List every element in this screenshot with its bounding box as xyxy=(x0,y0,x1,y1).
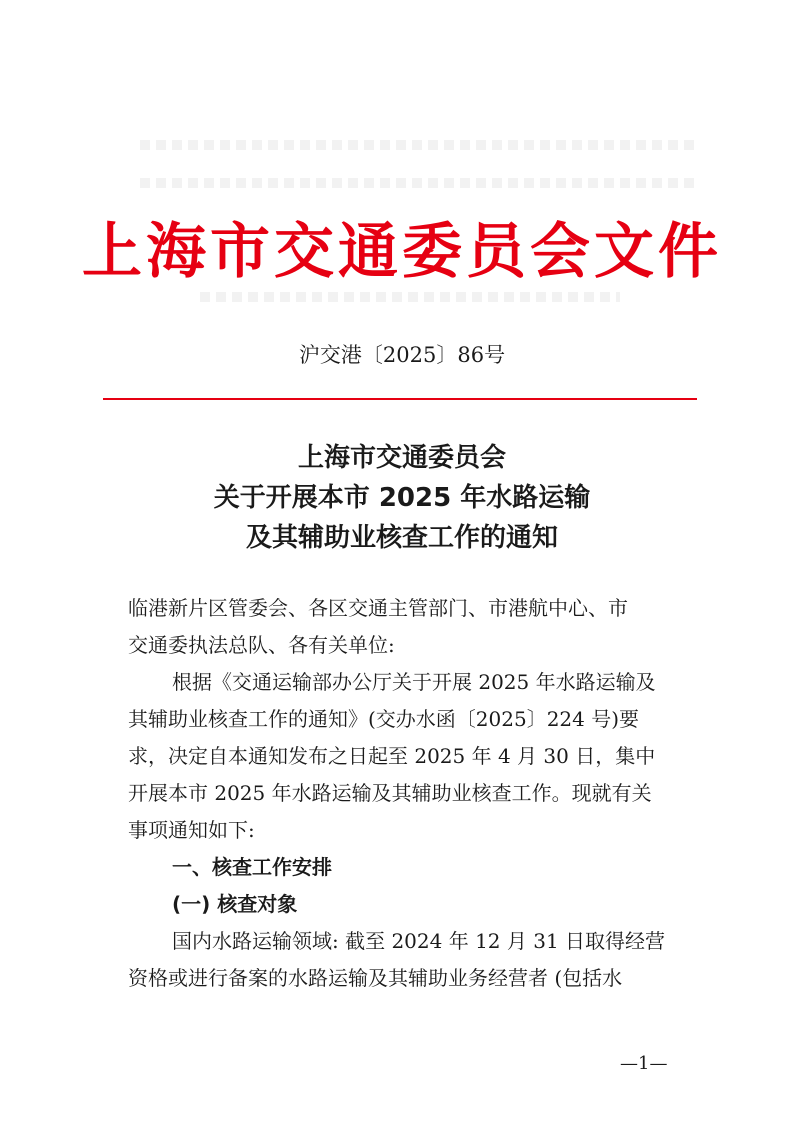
addressee-line: 临港新片区管委会、各区交通主管部门、市港航中心、市 xyxy=(128,596,628,620)
notice-title xyxy=(0,438,804,558)
title-line: 上海市交通委员会 xyxy=(297,443,506,473)
bleed-through-texture xyxy=(140,140,700,150)
document-number: 沪交港〔2025〕86号 xyxy=(298,343,506,367)
page-number: —1— xyxy=(620,1053,668,1074)
subsection-heading: (一) 核查对象 xyxy=(172,892,298,916)
bleed-through-texture xyxy=(140,178,700,188)
body-paragraph-line: 开展本市 2025 年水路运输及其辅助业核查工作。现就有关 xyxy=(128,781,652,805)
notice-body xyxy=(128,590,688,997)
addressee-line: 交通委执法总队、各有关单位: xyxy=(128,633,395,657)
body-paragraph-line: 根据《交通运输部办公厅关于开展 2025 年水路运输及 xyxy=(172,670,656,694)
body-paragraph-line: 其辅助业核查工作的通知》(交办水函〔2025〕224 号)要 xyxy=(128,707,640,731)
red-separator-rule xyxy=(103,398,697,400)
title-line: 及其辅助业核查工作的通知 xyxy=(245,523,558,553)
title-line: 关于开展本市 2025 年水路运输 xyxy=(213,483,591,513)
body-paragraph-line: 事项通知如下: xyxy=(128,818,255,842)
section-heading: 一、核查工作安排 xyxy=(172,855,332,879)
issuer-header: 上海市交通委员会文件 xyxy=(82,217,722,287)
body-paragraph-line: 国内水路运输领域: 截至 2024 年 12 月 31 日取得经营 xyxy=(172,929,666,953)
body-paragraph-line: 资格或进行备案的水路运输及其辅助业务经营者 (包括水 xyxy=(128,966,623,990)
bleed-through-texture xyxy=(200,292,620,302)
body-paragraph-line: 求，决定自本通知发布之日起至 2025 年 4 月 30 日，集中 xyxy=(128,744,656,768)
